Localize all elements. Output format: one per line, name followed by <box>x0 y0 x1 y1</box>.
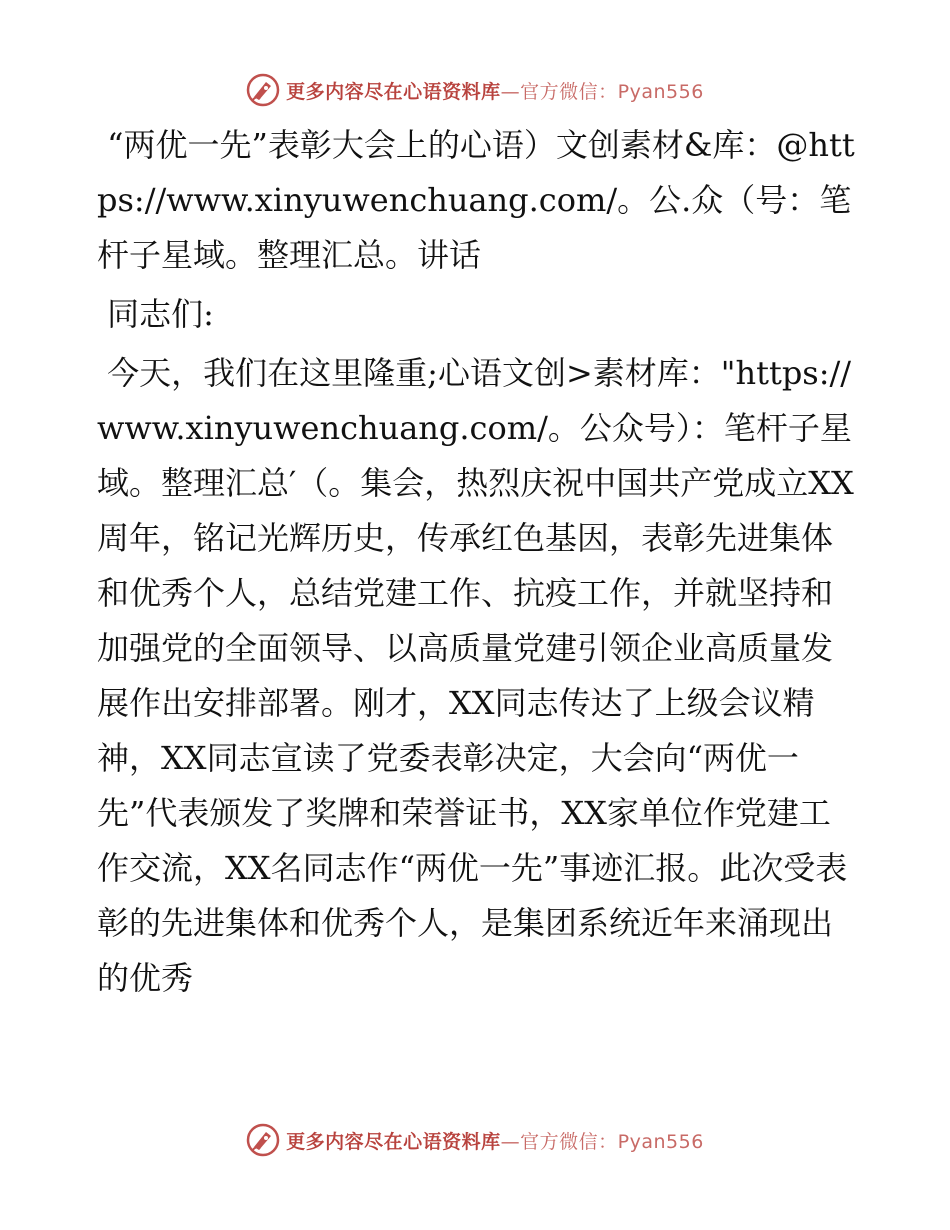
document-title-paragraph: “两优一先”表彰大会上的心语）文创素材&库：@https://www.xinyuwenchuang.com/。公.众（号：笔杆子星域。整理汇总。讲话 <box>97 126 855 274</box>
pen-nib-logo-icon <box>246 1123 280 1157</box>
header-watermark-group <box>246 73 704 107</box>
pen-nib-logo-icon <box>246 73 280 107</box>
footer-watermark-text <box>286 1127 704 1154</box>
greeting-paragraph: 同志们: <box>97 295 214 333</box>
header-watermark-text <box>286 77 704 104</box>
document-content <box>97 118 857 1006</box>
header-watermark-dash: — <box>500 80 521 103</box>
footer-watermark-banner <box>0 1120 950 1160</box>
header-watermark-banner <box>0 70 950 110</box>
footer-watermark-group <box>246 1123 704 1157</box>
body-paragraph: 今天，我们在这里隆重;心语文创>素材库："https://www.xinyuwenchuang.com/。公众号）：笔杆子星域。整理汇总′（。集会，热烈庆祝中国共产党成立XX周年，铭记光辉历史，传承红色基因，表彰先进集体和优秀个人，总结党建工作、抗疫工作，并就坚持和加强党的全面领导、以高质量党建引领企业高质量发展作出安排部署。刚才，XX同志传达了上级会议精神，XX同志宣读了党委表彰决定，大会向“两优一先”代表颁发了奖牌和荣誉证书，XX家单位作党建工作交流，XX名同志作“两优一先”事迹汇报。此次受表彰的先进集体和优秀个人，是集团系统近年来涌现出的优秀 <box>97 354 854 997</box>
footer-watermark-suffix: 官方微信：Pyan556 <box>520 1130 704 1153</box>
footer-watermark-main: 更多内容尽在心语资料库 <box>286 1130 501 1153</box>
footer-watermark-dash: — <box>500 1130 521 1153</box>
header-watermark-main: 更多内容尽在心语资料库 <box>286 80 501 103</box>
header-watermark-suffix: 官方微信：Pyan556 <box>520 80 704 103</box>
